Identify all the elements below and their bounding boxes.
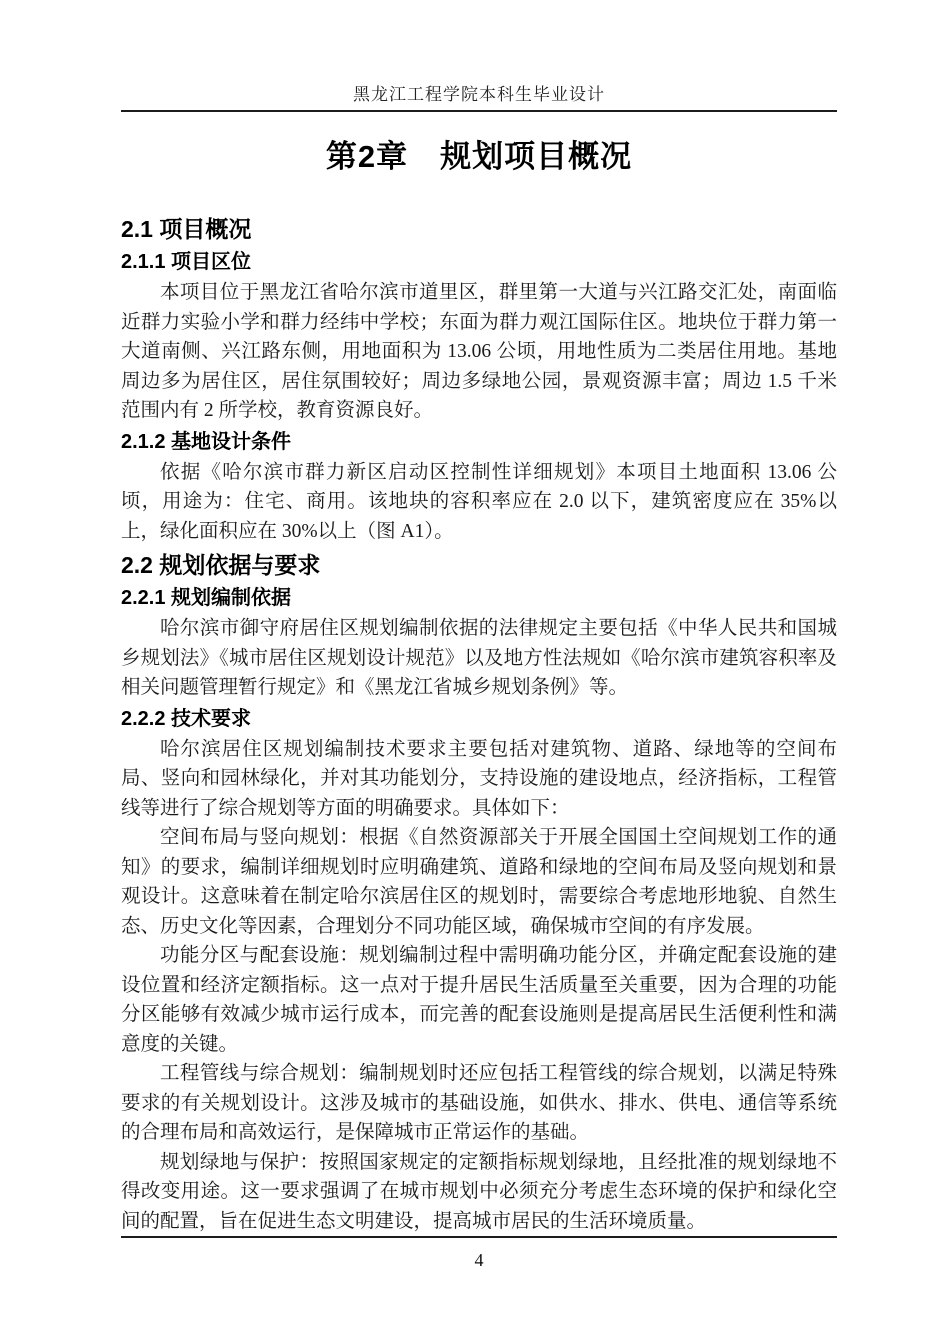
footer-rule [121,1236,837,1238]
paragraph-green-space: 规划绿地与保护：按照国家规定的定额指标规划绿地，且经批准的规划绿地不得改变用途。这一要求强调了在城市规划中必须充分考虑生态环境的保护和绿化空间的配置，旨在促进生态文明建设，提高城市居民的生活环境质量。 [121,1151,837,1232]
subsection-heading-2-2-1: 2.2.1 规划编制依据 [121,587,292,609]
paragraph-project-location: 本项目位于黑龙江省哈尔滨市道里区，群里第一大道与兴江路交汇处，南面临近群力实验小学和群力经纬中学校；东面为群力观江国际住区。地块位于群力第一大道南侧、兴江路东侧，用地面积为 13.06 公顷，用地性质为二类居住用地。基地周边多为居住区，居住氛围较好；周边多绿地公园，景观资源丰富；周边 1.5 千米范围内有 2 所学校，教育资源良好。 [121,282,837,421]
paragraph-planning-basis: 哈尔滨市御守府居住区规划编制依据的法律规定主要包括《中华人民共和国城乡规划法》《城市居住区规划设计规范》以及地方性法规如《哈尔滨市建筑容积率及相关问题管理暂行规定》和《黑龙江省城乡规划条例》等。 [121,618,837,698]
chapter-title: 第2章 规划项目概况 [325,139,633,174]
document-body [121,212,837,1236]
subsection-heading-2-1-2: 2.1.2 基地设计条件 [121,430,292,453]
running-header: 黑龙江工程学院本科生毕业设计 [353,85,605,104]
paragraph-utility-planning: 工程管线与综合规划：编制规划时还应包括工程管线的综合规划，以满足特殊要求的有关规划设计。这涉及城市的基础设施，如供水、排水、供电、通信等系统的合理布局和高效运行，是保障城市正常运作的基础。 [121,1063,837,1143]
page-number: 4 [474,1250,484,1270]
paragraph-spatial-layout: 空间布局与竖向规划：根据《自然资源部关于开展全国国土空间规划工作的通知》的要求，编制详细规划时应明确建筑、道路和绿地的空间布局及竖向规划和景观设计。这意味着在制定哈尔滨居住区的规划时，需要综合考虑地形地貌、自然生态、历史文化等因素，合理划分不同功能区域，确保城市空间的有序发展。 [121,827,837,937]
paragraph-functional-zoning: 功能分区与配套设施：规划编制过程中需明确功能分区，并确定配套设施的建设位置和经济定额指标。这一点对于提升居民生活质量至关重要，因为合理的功能分区能够有效减少城市运行成本，而完善的配套设施则是提高居民生活便利性和满意度的关键。 [121,945,837,1055]
subsection-heading-2-1-1: 2.1.1 项目区位 [121,251,252,273]
subsection-heading-2-2-2: 2.2.2 技术要求 [121,707,252,730]
paragraph-site-conditions: 依据《哈尔滨市群力新区启动区控制性详细规划》本项目土地面积 13.06 公顷，用途为：住宅、商用。该地块的容积率应在 2.0 以下，建筑密度应在 35%以上，绿化面积应在 30%以上（图 A1）。 [121,461,837,542]
paragraph-technical-requirements: 哈尔滨居住区规划编制技术要求主要包括对建筑物、道路、绿地等的空间布局、竖向和园林绿化，并对其功能划分，支持设施的建设地点，经济指标，工程管线等进行了综合规划等方面的明确要求。具体如下： [121,738,837,819]
section-heading-2-1: 2.1 项目概况 [121,216,252,242]
section-heading-2-2: 2.2 规划依据与要求 [121,552,321,578]
header-rule [121,110,837,112]
